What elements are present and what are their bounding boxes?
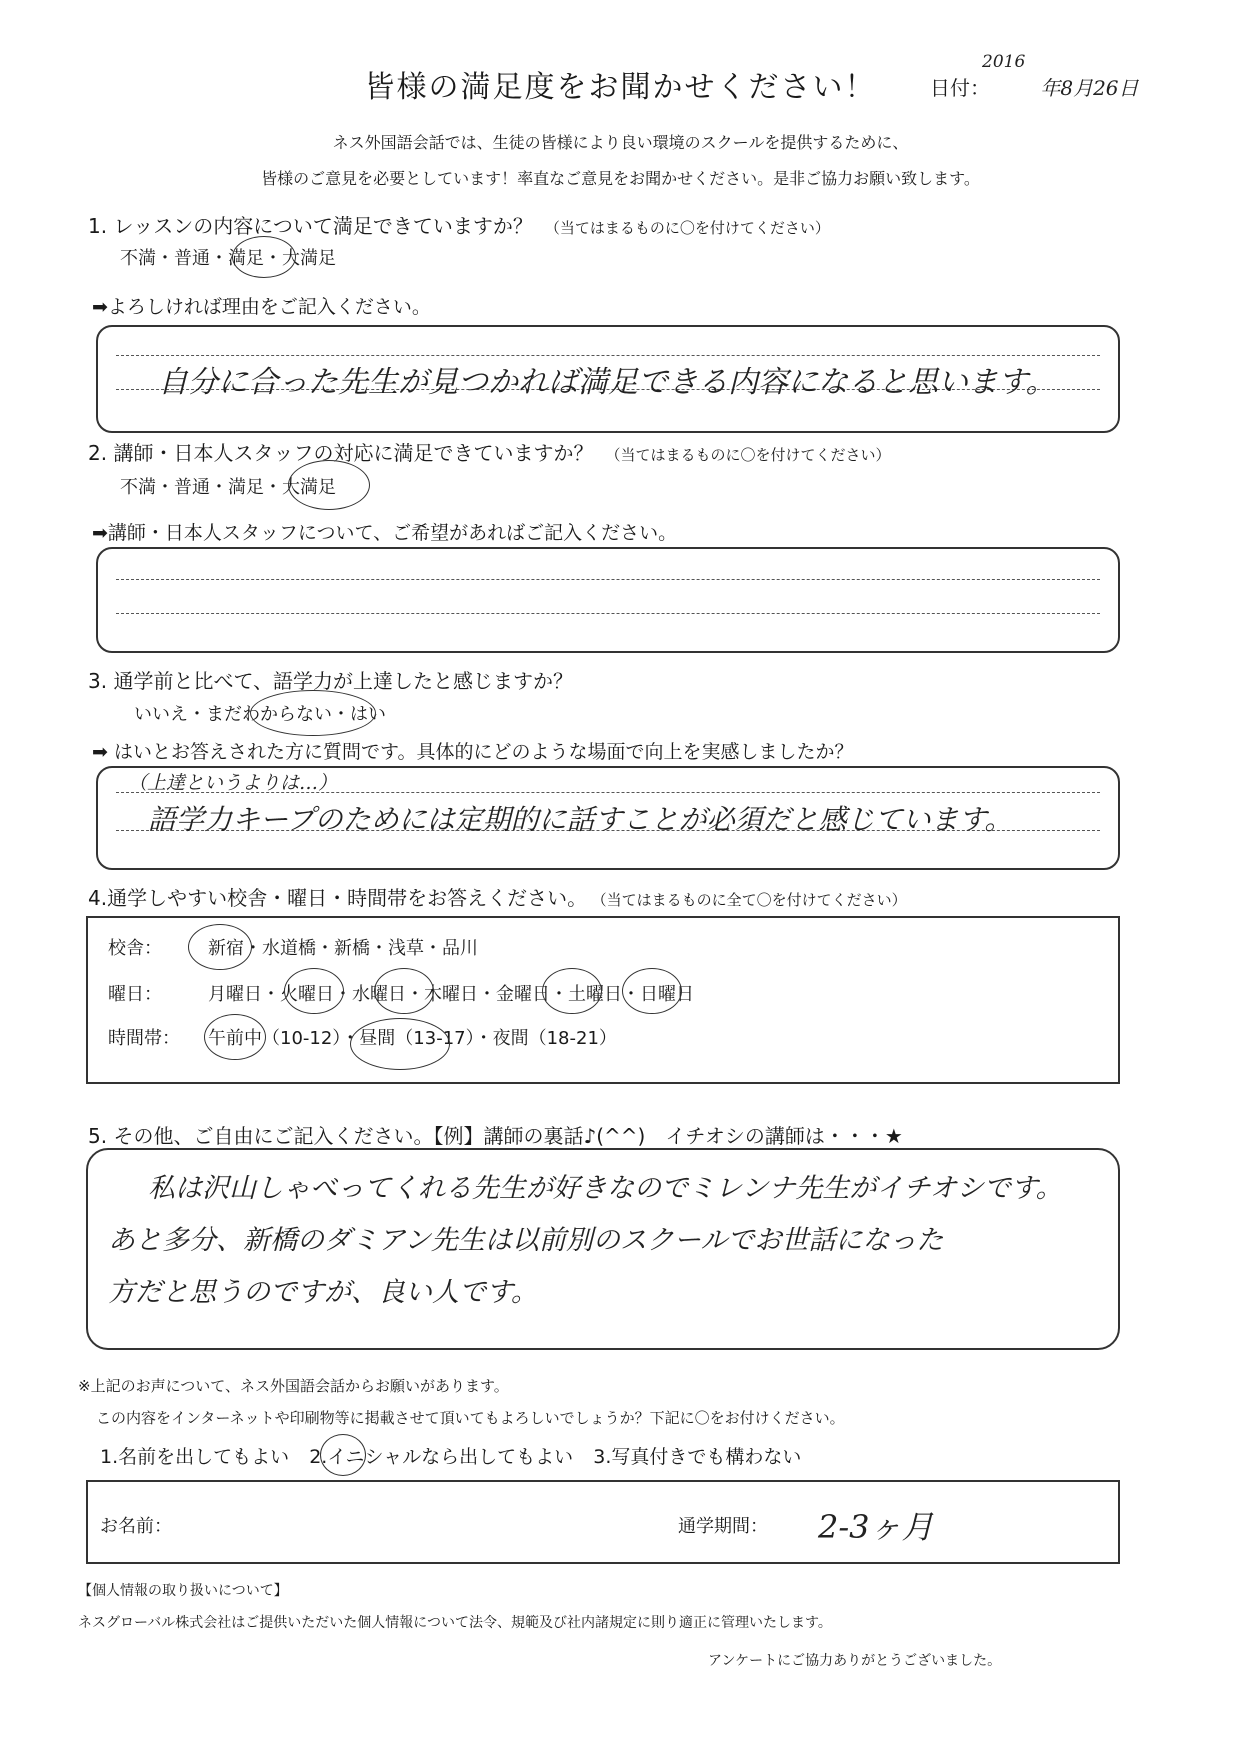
q3-selected-circle — [250, 690, 376, 736]
date-year: 2016 — [982, 52, 1026, 72]
q4-circle-daytime — [350, 1018, 450, 1070]
q4-question — [88, 882, 907, 911]
period-label: 通学期間： — [678, 1516, 768, 1537]
q4-school-label: 校舎： — [108, 938, 162, 959]
permission-note-2: この内容をインターネットや印刷物等に掲載させて頂いてもよろしいでしょうか？下記に〇をお付けください。 — [96, 1409, 845, 1427]
q4-circle-tuesday — [284, 968, 344, 1014]
q2-prompt: ➡講師・日本人スタッフについて、ご希望があればご記入ください。 — [92, 522, 678, 544]
q2-question-text: 2. 講師・日本人スタッフの対応に満足できていますか？ — [88, 441, 594, 465]
q1-prompt: ➡よろしければ理由をご記入ください。 — [92, 296, 431, 318]
q4-circle-wednesday — [374, 968, 434, 1014]
permission-options[interactable] — [100, 1442, 815, 1469]
q2-selected-circle — [288, 460, 370, 510]
q3-answer-line-1: （上達というよりは…） — [128, 772, 338, 794]
q3-prompt: ➡ はいとお答えされた方に質問です。具体的にどのような場面で向上を実感しましたか？ — [92, 741, 854, 763]
q5-answer-line-3: 方だと思うのですが、良い人です。 — [108, 1277, 538, 1308]
q5-answer-box[interactable] — [86, 1148, 1120, 1350]
permission-option-2[interactable]: 2.イニシャルなら出してもよい — [309, 1446, 574, 1468]
survey-title: 皆様の満足度をお聞かせください！ — [364, 70, 877, 105]
permission-note-1: ※上記のお声について、ネス外国語会話からお願いがあります。 — [78, 1377, 509, 1395]
q4-time-options[interactable]: 午前中（10-12）・昼間（13-17）・夜間（18-21） — [208, 1028, 617, 1049]
q2-options[interactable]: 不満・普通・満足・大満足 — [120, 477, 336, 498]
q5-answer-line-2: あと多分、新橋のダミアン先生は以前別のスクールでお世話になった — [108, 1225, 944, 1256]
q3-options[interactable]: いいえ・まだわからない・はい — [134, 704, 386, 725]
q3-answer-line-2: 語学力キープのためには定期的に話すことが必須だと感じています。 — [148, 803, 1013, 836]
q2-question — [88, 437, 890, 466]
q2-note: （当てはまるものに〇を付けてください） — [605, 446, 891, 464]
date-value: 年8月26日 — [1040, 76, 1139, 100]
q5-question: 5. その他、ご自由にご記入ください。【例】講師の裏話♪(^^) イチオシの講師は・・・★ — [88, 1124, 903, 1148]
q4-time-label: 時間帯： — [108, 1028, 180, 1049]
q2-answer-box[interactable] — [96, 547, 1120, 653]
permission-selected-circle — [320, 1434, 366, 1476]
date-field — [930, 52, 1139, 101]
q4-school-options[interactable]: 新宿・水道橋・新橋・浅草・品川 — [208, 938, 478, 959]
q3-question: 3. 通学前と比べて、語学力が上達したと感じますか？ — [88, 669, 574, 693]
q4-day-label: 曜日： — [108, 984, 162, 1005]
q1-note: （当てはまるものに〇を付けてください） — [544, 219, 830, 237]
q4-note: （当てはまるものに全て〇を付けてください） — [599, 891, 907, 909]
privacy-heading: 【個人情報の取り扱いについて】 — [78, 1583, 288, 1599]
q4-circle-morning — [204, 1014, 266, 1060]
privacy-text: ネスグローバル株式会社はご提供いただいた個人情報について法令、規範及び社内諸規定に則り適正に管理いたします。 — [78, 1615, 832, 1631]
q1-answer: 自分に合った先生が見つかれば満足できる内容になると思います。 — [158, 365, 1056, 400]
name-label: お名前： — [100, 1516, 172, 1537]
q3-answer-box[interactable] — [96, 766, 1120, 870]
q4-circle-shinjuku — [188, 924, 252, 970]
q4-day-options[interactable]: 月曜日・火曜日・水曜日・木曜日・金曜日・土曜日・日曜日 — [208, 984, 694, 1005]
info-box — [86, 1480, 1120, 1564]
permission-option-3[interactable]: 3.写真付きでも構わない — [593, 1446, 802, 1468]
date-label: 日付： — [930, 76, 990, 100]
q4-options-box — [86, 916, 1120, 1084]
q4-question-text: 4.通学しやすい校舎・曜日・時間帯をお答えください。 — [88, 886, 588, 910]
q1-answer-box[interactable] — [96, 325, 1120, 433]
q1-question-text: 1. レッスンの内容について満足できていますか？ — [88, 214, 533, 238]
intro-line-1: ネス外国語会話では、生徒の皆様により良い環境のスクールを提供するために、 — [332, 133, 909, 152]
q4-circle-saturday — [622, 968, 682, 1014]
q1-selected-circle — [232, 236, 296, 278]
q4-circle-friday — [542, 968, 602, 1014]
permission-option-1[interactable]: 1.名前を出してもよい — [100, 1446, 290, 1468]
q4-school-row[interactable] — [108, 934, 478, 960]
thanks-text: アンケートにご協力ありがとうございました。 — [708, 1653, 1002, 1669]
q1-options[interactable]: 不満・普通・満足・大満足 — [120, 248, 336, 269]
q5-answer-line-1: 私は沢山しゃべってくれる先生が好きなのでミレンナ先生がイチオシです。 — [148, 1173, 1063, 1204]
q1-question — [88, 210, 830, 239]
period-value[interactable]: 2-3ヶ月 — [818, 1508, 934, 1546]
intro-line-2: 皆様のご意見を必要としています！率直なご意見をお聞かせください。是非ご協力お願い致します。 — [261, 169, 980, 188]
